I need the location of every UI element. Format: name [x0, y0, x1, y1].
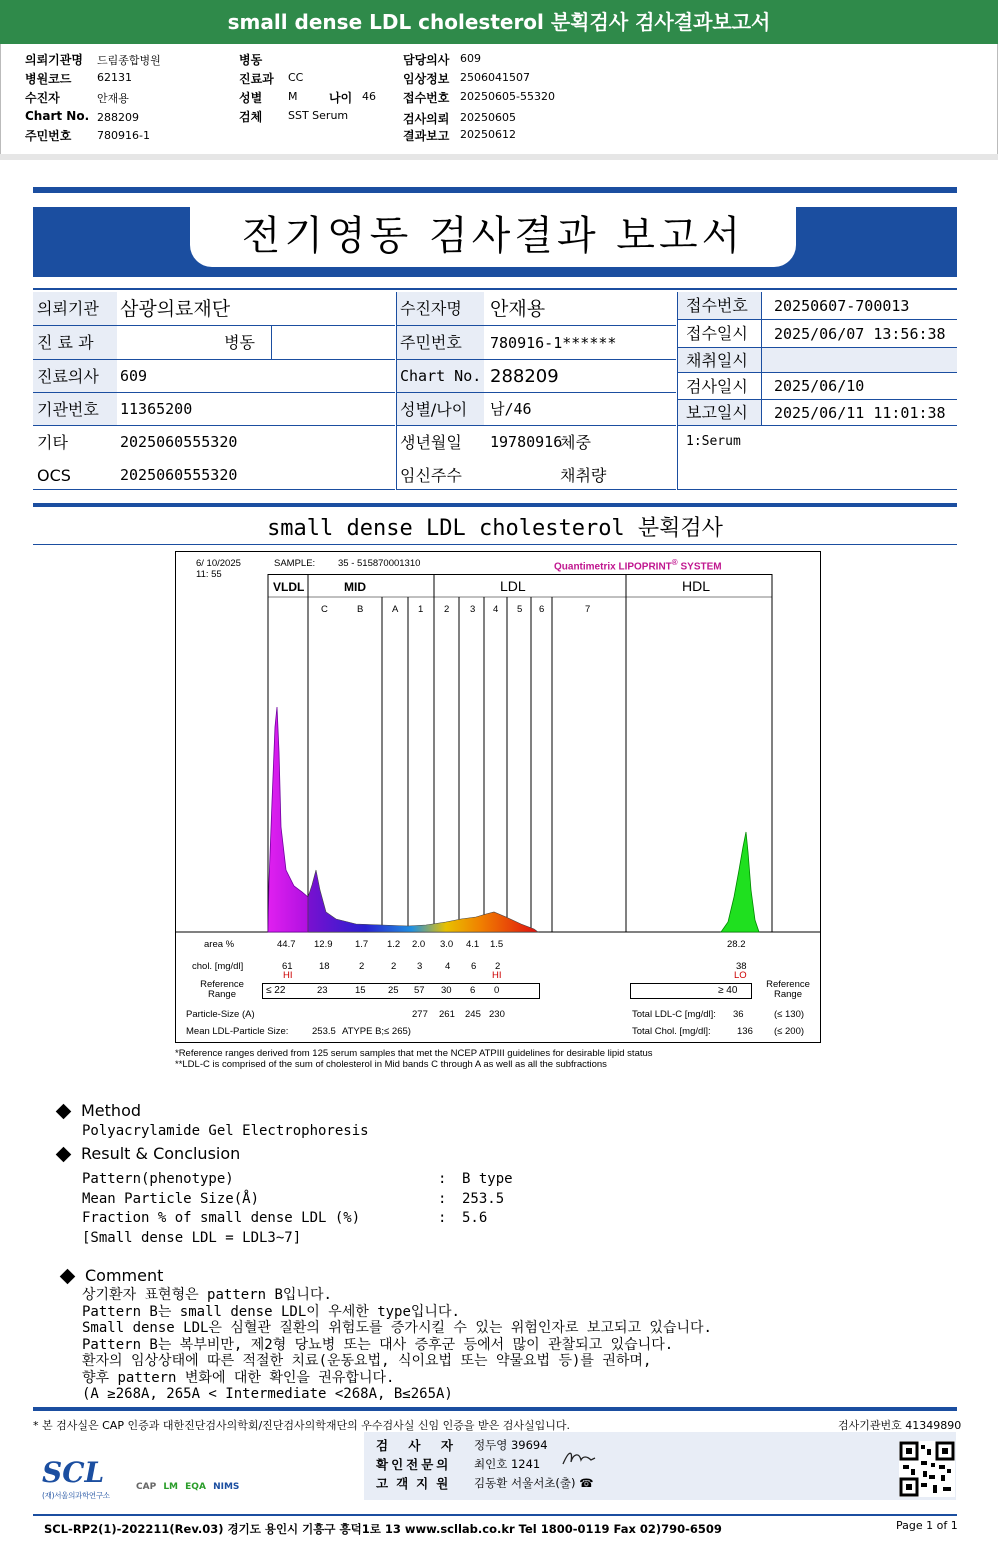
band-label: 2 [444, 604, 450, 615]
flag-hi: HI [283, 970, 293, 981]
comment-line: (A ≥268A, 265A < Intermediate <268A, B≤265A) [82, 1386, 453, 1402]
qr-code-icon [899, 1441, 955, 1497]
hdr-value: SST Serum [288, 109, 349, 122]
particle-size: 245 [465, 1009, 481, 1020]
info-label: 채취일시 [678, 348, 762, 373]
flag-hi: HI [492, 970, 502, 981]
chol-value: 61 [282, 961, 293, 972]
hdr-key: 임상정보 [403, 72, 450, 86]
header-shadow [0, 154, 998, 160]
info-value-accession: 20250607-700013 [762, 292, 957, 320]
result-value-fraction: 5.6 [462, 1210, 488, 1226]
ref-right-label: Reference Range [766, 979, 810, 1000]
comment-line: Small dense LDL은 심혈관 질환의 위험도를 증가시킬 수 있는 위험인자로 보고되고 있습니다. [82, 1320, 712, 1336]
hdr-key: 병원코드 [25, 72, 72, 86]
sign-value: 최인호 1241 [474, 1457, 541, 1471]
comment-line: 상기환자 표현형은 pattern B입니다. [82, 1287, 332, 1303]
ref-value: 0 [494, 985, 500, 996]
ref-value: 23 [317, 985, 328, 996]
flag-lo: LO [734, 970, 747, 981]
info-label: 접수번호 [678, 292, 762, 320]
hdr-key: 진료과 [239, 72, 274, 86]
section-title: small dense LDL cholesterol 분획검사 [267, 516, 723, 541]
signature-mark [559, 1448, 599, 1470]
area-value: 2.0 [412, 939, 426, 950]
total-ldl: 36 [733, 1009, 744, 1020]
info-value-pregnancy [484, 459, 554, 490]
info-value-institution: 삼광의료재단 [117, 292, 395, 326]
banner-title: small dense LDL cholesterol 분획검사 검사결과보고서 [0, 0, 998, 44]
total-ldl-ref: (≤ 130) [774, 1009, 805, 1020]
hdr-value: 62131 [97, 71, 132, 84]
info-value-specimen: 1:Serum [678, 426, 957, 490]
lipoprint-chart [175, 551, 821, 1043]
total-chol-ref: (≤ 200) [774, 1026, 805, 1037]
row-label-particle: Particle-Size (A) [186, 1009, 255, 1020]
info-label: OCS [33, 459, 117, 490]
hdr-value: 20250605 [460, 111, 516, 124]
band-label: A [392, 604, 399, 615]
hdr-value: 288209 [97, 111, 139, 124]
order-header [0, 44, 998, 155]
hdr-value: 609 [460, 52, 481, 65]
badge-lm: LM [163, 1482, 179, 1492]
report-title: 전기영동 검사결과 보고서 [190, 205, 796, 267]
hdr-value: 780916-1 [97, 129, 150, 142]
result-sep: : [438, 1171, 447, 1187]
logo-text: SCL [42, 1456, 105, 1489]
area-value: 3.0 [440, 939, 454, 950]
row-label-mean: Mean LDL-Particle Size: [186, 1026, 289, 1037]
row-label-area: area % [204, 939, 235, 950]
comment-line: Pattern B는 small dense LDL이 우세한 type입니다. [82, 1304, 460, 1320]
info-value-sex-age: 남/46 [484, 393, 676, 426]
method-heading [54, 1101, 141, 1121]
hdr-value: 2506041507 [460, 71, 530, 84]
hdr-key: 담당의사 [403, 53, 450, 67]
info-label: 생년월일 [400, 433, 462, 452]
bottom-rule [33, 1514, 957, 1516]
info-empty [271, 326, 395, 360]
mean-particle-suffix: ATYPE B;≤ 265) [342, 1026, 411, 1037]
info-label: 체중 [560, 433, 591, 452]
band-label: B [357, 604, 364, 615]
section-underline [33, 544, 957, 545]
hdl-peak [721, 832, 759, 932]
logo-subtitle: (재)서울의과학연구소 [42, 1491, 110, 1500]
chol-value: 2 [495, 961, 501, 972]
table-top-rule [33, 288, 957, 290]
band-label: 3 [470, 604, 476, 615]
hdr-key: 검체 [239, 110, 263, 124]
info-value-etc: 2025060555320 [120, 433, 238, 451]
ref-value: 6 [470, 985, 476, 996]
ref-value: 30 [441, 985, 452, 996]
area-value: 1.7 [355, 939, 369, 950]
signature-block [364, 1432, 956, 1500]
band-label: C [321, 604, 328, 615]
footer-rule [33, 1407, 957, 1411]
area-value: 12.9 [314, 939, 333, 950]
ref-value: 57 [414, 985, 425, 996]
sign-key: 고객지원 [376, 1476, 457, 1491]
comment-heading [58, 1266, 163, 1286]
sign-key: 확인전문의 [376, 1457, 452, 1472]
comment-title: Comment [85, 1266, 164, 1285]
info-label: Chart No. [396, 360, 484, 393]
cert-notice: * 본 검사실은 CAP 인증과 대한진단검사의학회/진단검사의학재단의 우수검사실 신임 인증을 받은 검사실입니다. [33, 1419, 571, 1432]
result-key: Pattern(phenotype) [82, 1171, 234, 1187]
hdr-key: 나이 [329, 91, 353, 105]
chol-value: 18 [319, 961, 330, 972]
top-rule [33, 187, 957, 193]
chol-value: 2 [391, 961, 397, 972]
sample-label: SAMPLE: [274, 558, 316, 569]
row-label-chol: chol. [mg/dl] [192, 961, 244, 972]
ref-value: 15 [355, 985, 366, 996]
footnote: **LDL-C is comprised of the sum of cholesterol in Mid bands C through A as well as all the subfractions [175, 1059, 607, 1070]
sign-value: 김동환 서울서초(출) ☎ [474, 1476, 594, 1490]
info-value-reported: 2025/06/11 11:01:38 [762, 400, 957, 426]
area-value: 28.2 [727, 939, 746, 950]
info-value-collected [762, 348, 957, 373]
info-label: 진 료 과 [33, 326, 117, 360]
footer-address: SCL-RP2(1)-202211(Rev.03) 경기도 용인시 기흥구 흥덕1로 13 www.scllab.co.kr Tel 1800-0119 Fax 02)790-6509 [44, 1522, 722, 1536]
info-label: 진료의사 [33, 360, 117, 393]
brand-name: Quantimetrix LIPOPRINT [554, 561, 672, 573]
vldl-peak [268, 707, 308, 932]
hdr-key: 주민번호 [25, 129, 72, 143]
total-ldl-label: Total LDL-C [mg/dl]: [632, 1009, 716, 1020]
footnote: *Reference ranges derived from 125 serum samples that met the NCEP ATPIII guidelines for desirable lipid status [175, 1048, 653, 1059]
ref-hdl-value: ≥ 40 [718, 985, 738, 996]
hdr-value: M [288, 90, 298, 103]
hdr-value: 안재용 [97, 92, 129, 105]
info-label: 검사일시 [678, 373, 762, 400]
result-note: [Small dense LDL = LDL3~7] [82, 1230, 302, 1246]
hdr-key: Chart No. [25, 109, 90, 123]
hdr-key: 결과보고 [403, 129, 450, 143]
comment-line: 환자의 임상상태에 따른 적절한 치료(운동요법, 식이요법 또는 약물요법 등)를 권하며, [82, 1353, 652, 1369]
info-value-org-no: 11365200 [117, 393, 395, 426]
band-label: 1 [418, 604, 424, 615]
group-hdl: HDL [682, 578, 711, 594]
particle-size: 261 [439, 1009, 455, 1020]
info-label: 보고일시 [678, 400, 762, 426]
info-label: 기타 [37, 433, 68, 452]
row-label-ref: Reference Range [200, 979, 244, 1000]
result-sep: : [438, 1191, 447, 1207]
info-label: 수진자명 [396, 292, 484, 326]
band-label: 5 [517, 604, 523, 615]
hdr-key: 성별 [239, 91, 263, 105]
comment-line: 향후 pattern 변화에 대한 확인을 권유합니다. [82, 1370, 395, 1386]
badge-cap: CAP [136, 1482, 157, 1492]
chart-time: 11: 55 [196, 569, 222, 580]
brand-mark: ® [671, 558, 678, 567]
badge-nims: NIMS [213, 1482, 240, 1492]
area-value: 4.1 [466, 939, 480, 950]
total-chol: 136 [737, 1026, 753, 1037]
chol-value: 6 [471, 961, 477, 972]
result-heading [54, 1144, 240, 1164]
area-value: 1.2 [387, 939, 401, 950]
section-rule [33, 503, 957, 507]
result-title: Result & Conclusion [81, 1144, 241, 1163]
ref-value: ≤ 22 [266, 985, 286, 996]
mid-ldl-curve [308, 870, 538, 932]
hdr-key: 수진자 [25, 91, 60, 105]
band-label: 4 [493, 604, 499, 615]
result-value-pattern: B type [462, 1171, 513, 1187]
info-label: 의뢰기관 [33, 292, 117, 326]
particle-size: 277 [412, 1009, 428, 1020]
diamond-bullet-icon [60, 1269, 76, 1285]
result-value-size: 253.5 [462, 1191, 505, 1207]
info-value-received: 2025/06/07 13:56:38 [762, 320, 957, 348]
info-label: 접수일시 [678, 320, 762, 348]
info-label: 성별/나이 [396, 393, 484, 426]
info-value-dept: 병동 [117, 326, 271, 360]
hdr-value: CC [288, 71, 304, 84]
total-chol-label: Total Chol. [mg/dl]: [632, 1026, 711, 1037]
sign-key: 검 사 자 [376, 1438, 461, 1453]
band-label: 7 [585, 604, 591, 615]
chol-value: 38 [736, 961, 747, 972]
info-label: 채취량 [554, 459, 676, 490]
method-text: Polyacrylamide Gel Electrophoresis [82, 1123, 369, 1139]
sample-id: 35 - 515870001310 [338, 558, 421, 569]
result-key: Mean Particle Size(Å) [82, 1191, 260, 1207]
info-value-chart-no: 288209 [484, 360, 676, 393]
result-key: Fraction % of small dense LDL (%) [82, 1210, 361, 1226]
hdr-key: 의뢰기관명 [25, 53, 83, 67]
hdr-value: 드림종합병원 [97, 54, 161, 67]
method-title: Method [81, 1101, 142, 1120]
sign-value: 정두영 39694 [474, 1438, 548, 1452]
accreditation-badges [136, 1482, 239, 1492]
comment-line: Pattern B는 복부비만, 제2형 당뇨병 또는 대사 증후군 등에서 많이 관찰되고 있습니다. [82, 1337, 674, 1353]
info-value-ocs: 2025060555320 [117, 459, 395, 490]
group-vldl: VLDL [273, 580, 305, 594]
ref-value: 25 [388, 985, 399, 996]
info-value-tested: 2025/06/10 [762, 373, 957, 400]
hdr-value: 20250612 [460, 128, 516, 141]
band-dividers [268, 574, 772, 932]
particle-size: 230 [489, 1009, 505, 1020]
scl-logo [42, 1458, 110, 1501]
info-value-patient: 안재용 [484, 292, 676, 326]
hdr-value: 20250605-55320 [460, 90, 555, 103]
area-value: 1.5 [490, 939, 504, 950]
info-label: 주민번호 [396, 326, 484, 360]
chart-date: 6/ 10/2025 [196, 558, 241, 569]
info-value-rrn: 780916-1****** [484, 326, 676, 360]
group-ldl: LDL [500, 578, 526, 594]
badge-eqa: EQA [185, 1482, 206, 1492]
brand-suffix: SYSTEM [680, 561, 722, 573]
org-number: 검사기관번호 41349890 [838, 1419, 962, 1432]
chol-value: 2 [359, 961, 365, 972]
info-value-birth: 19780916 [490, 433, 563, 451]
hdr-key: 접수번호 [403, 91, 450, 105]
hdr-key: 검사의뢰 [403, 112, 450, 126]
area-value: 44.7 [277, 939, 296, 950]
info-label: 임신주수 [396, 459, 484, 490]
band-label: 6 [539, 604, 545, 615]
diamond-bullet-icon [56, 1147, 72, 1163]
mean-particle: 253.5 [312, 1026, 336, 1037]
chol-value: 4 [445, 961, 451, 972]
info-value-doctor: 609 [117, 360, 395, 393]
diamond-bullet-icon [56, 1104, 72, 1120]
chol-value: 3 [417, 961, 423, 972]
page-number: Page 1 of 1 [896, 1519, 958, 1532]
result-sep: : [438, 1210, 447, 1226]
hdr-key: 병동 [239, 53, 263, 67]
info-label: 기관번호 [33, 393, 117, 426]
group-mid: MID [344, 580, 366, 594]
hdr-value: 46 [362, 90, 376, 103]
